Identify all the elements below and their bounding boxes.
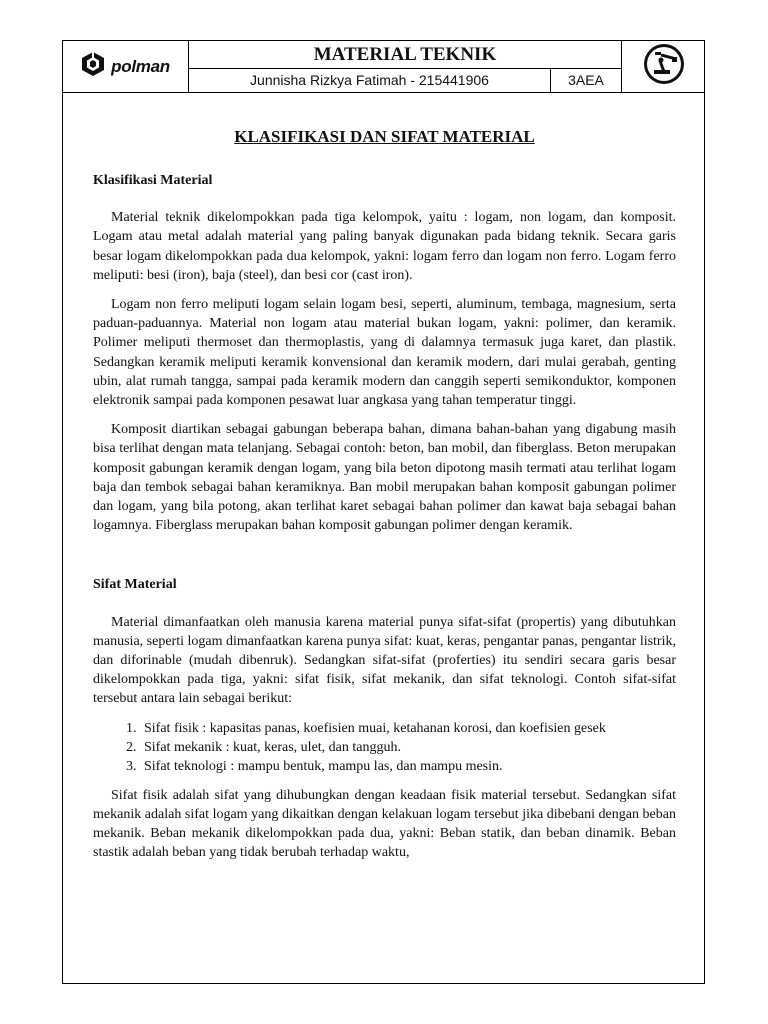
document-title: KLASIFIKASI DAN SIFAT MATERIAL [234,127,535,146]
logo-cell [63,41,189,92]
paragraph: Sifat fisik adalah sifat yang dihubungkan dengan keadaan fisik material tersebut. Sedangkan sifat mekanik adalah sifat logam yang dikaitkan dengan kelakuan logam tersebut jika dibebani dengan beban mekanik. Beban mekanik dikelompokkan pada dua, yakni: Beban statik, dan beban dinamik. Beban stastik adalah beban yang tidak berubah terhadap waktu, [93,787,676,861]
list-item: 2. Sifat mekanik : kuat, keras, ulet, dan tangguh. [140,738,676,757]
page-frame [62,40,705,984]
document-body [93,127,676,872]
logo-text: polman [111,56,170,76]
section-spacer [93,545,676,575]
polman-logo-icon [81,51,105,82]
section-heading-sifat: Sifat Material [93,577,177,593]
paragraph: Logam non ferro meliputi logam selain logam besi, seperti, aluminum, tembaga, magnesium, serta paduan-paduannya. Material non logam atau material bukan logam, yakni: polimer, dan keramik. Polimer meliputi thermoset dan thermoplastis, yang di dalamnya termasuk juga karet, dan plastik. Sedangkan keramik meliputi keramik konvensional dan keramik modern, dari mulai gerabah, genting ubin, alat rumah tangga, sampai pada keramik modern dan canggih seperti semikonduktor, komponen elektronik sampai pada komponen pesawat luar angkasa yang tahan temperatur tinggi. [93,297,676,409]
class-code: 3AEA [568,72,604,88]
course-title: MATERIAL TEKNIK [189,41,621,69]
document-header [63,41,704,93]
section-heading-klasifikasi: Klasifikasi Material [93,173,213,188]
author-name: Junnisha Rizkya Fatimah - 215441906 [189,69,551,92]
list-item: 1. Sifat fisik : kapasitas panas, koefisien muai, ketahanan korosi, dan koefisien gesek [140,719,676,738]
robot-arm-emblem-icon [643,43,685,90]
title-cell [189,41,621,92]
property-list [93,719,676,776]
emblem-cell [621,41,705,92]
paragraph: Material dimanfaatkan oleh manusia karena material punya sifat-sifat (propertis) yang dibutuhkan manusia, seperti logam dimanfaatkan karena punya sifat: kuat, keras, pengantar panas, pengantar listrik, dan diforinable (mudah dibenruk). Sedangkan sifat-sifat (proferties) itu sendiri secara garis besar dikelompokkan pada tiga, yakni: sifat fisik, sifat mekanik, dan sifat teknologi. Contoh sifat-sifat tersebut antara lain sebagai berikut: [93,614,676,707]
paragraph: Material teknik dikelompokkan pada tiga kelompok, yaitu : logam, non logam, dan komposit. Logam atau metal adalah material yang paling banyak digunakan pada bidang teknik. Secara garis besar logam dikelompokkan pada dua kelompok, yakni: logam ferro dan logam non ferro. Logam ferro meliputi: besi (iron), baja (steel), dan besi cor (cast iron). [93,210,676,283]
list-item: 3. Sifat teknologi : mampu bentuk, mampu las, dan mampu mesin. [140,757,676,776]
paragraph: Komposit diartikan sebagai gabungan beberapa bahan, dimana bahan-bahan yang digabung masih bisa terlihat dengan mata telanjang. Sebagai contoh: beton, ban mobil, dan fiberglass. Beton merupakan komposit gabungan keramik dengan logam, yang bila beton dipotong masih termati atau terlihat logam baja dan tembok sebagai bahan keramiknya. Ban mobil merupakan bahan komposit gabungan polimer dan logam, yang bila potong, akan terlihat karet sebagai bahan polimer dan kawat baja sebagai bahan logamnya. Fiberglass merupakan bahan komposit gabungan polimer dengan keramik. [93,422,676,534]
